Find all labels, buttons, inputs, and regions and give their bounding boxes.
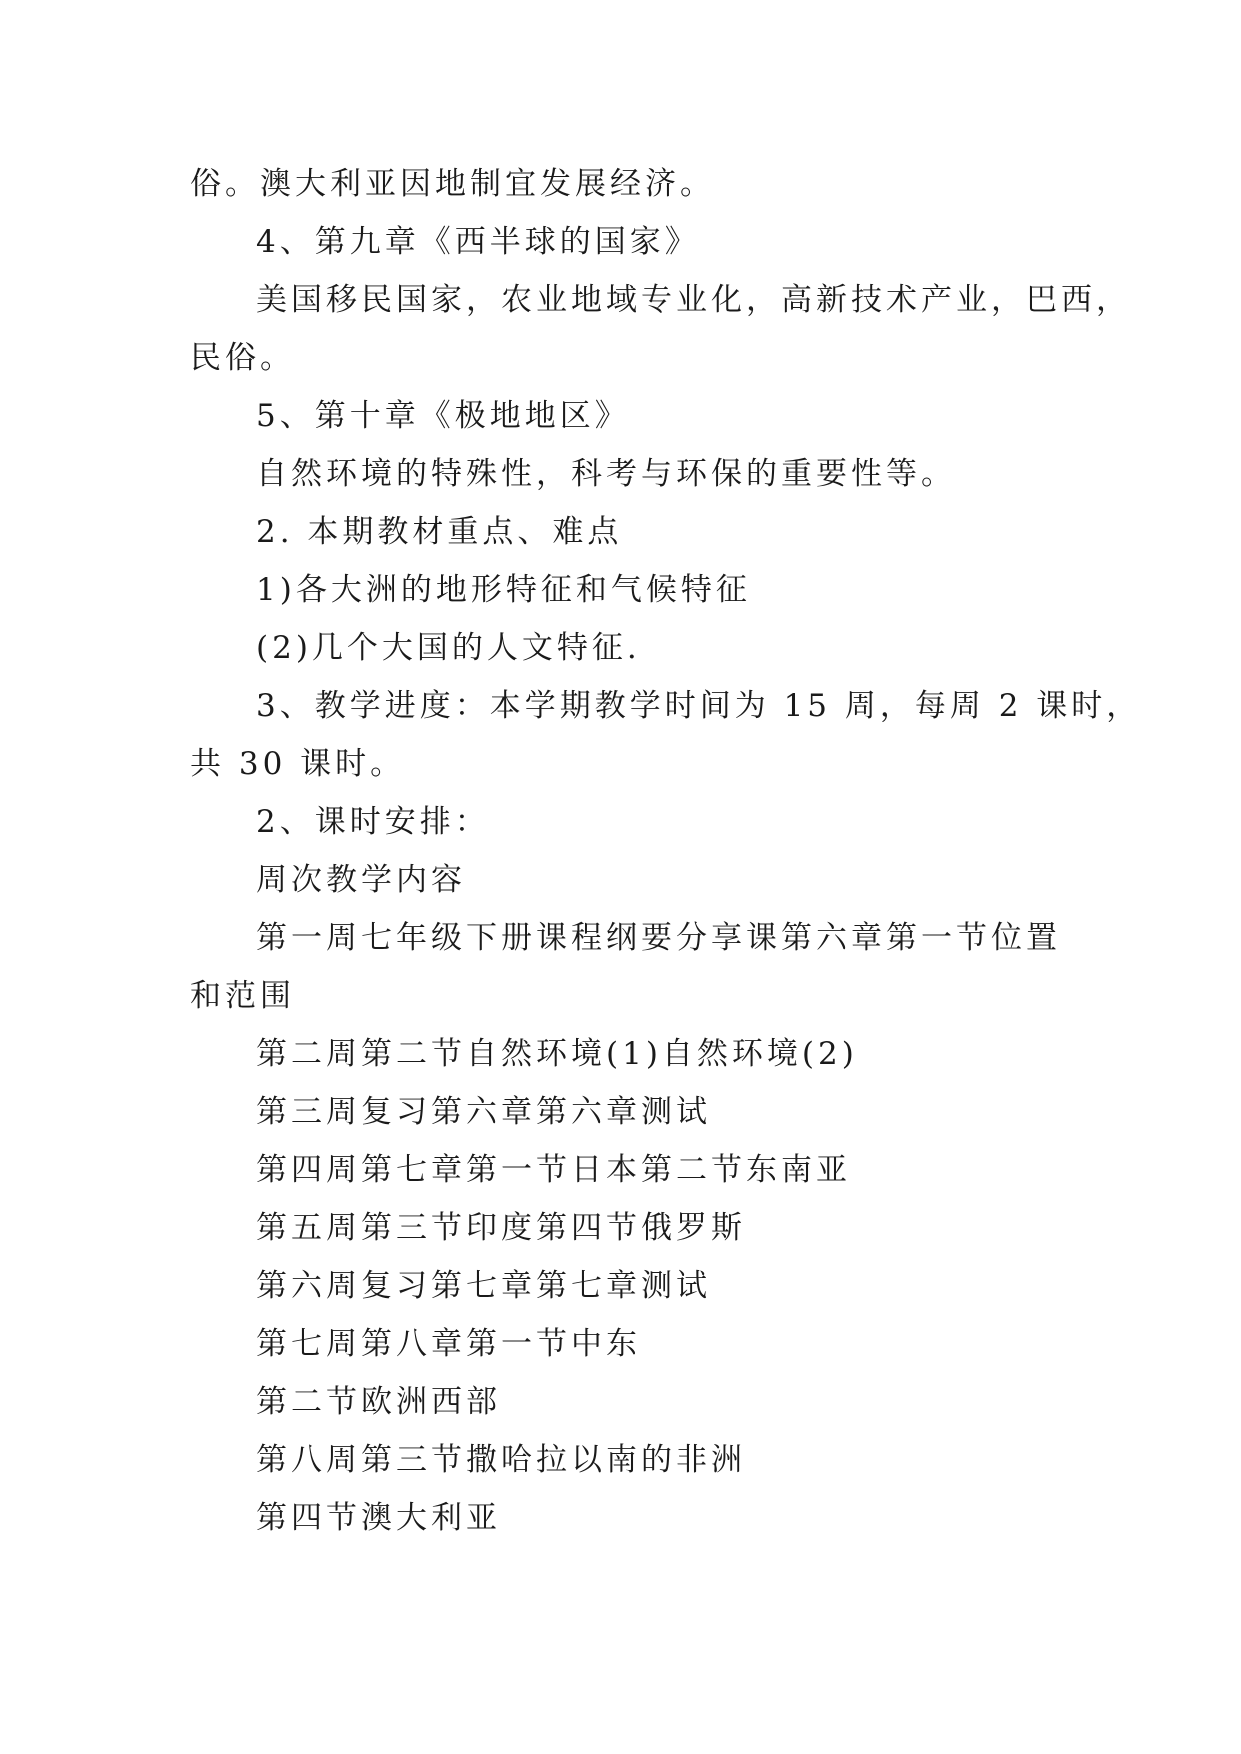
schedule-week-7: 第七周第八章第一节中东 (256, 1326, 641, 1362)
schedule-week-1-cont: 和范围 (190, 978, 295, 1014)
schedule-week-6: 第六周复习第七章第七章测试 (256, 1268, 711, 1304)
key-points-heading: 2. 本期教材重点、难点 (256, 514, 623, 550)
schedule-week-8-cont: 第四节澳大利亚 (256, 1500, 501, 1536)
chapter-10-content: 自然环境的特殊性，科考与环保的重要性等。 (256, 456, 956, 492)
schedule-week-8: 第八周第三节撒哈拉以南的非洲 (256, 1442, 746, 1478)
schedule-week-5: 第五周第三节印度第四节俄罗斯 (256, 1210, 746, 1246)
schedule-week-3: 第三周复习第六章第六章测试 (256, 1094, 711, 1130)
key-point-2: (2)几个大国的人文特征. (256, 630, 641, 666)
schedule-week-1: 第一周七年级下册课程纲要分享课第六章第一节位置 (256, 920, 1061, 956)
schedule-week-7-cont: 第二节欧洲西部 (256, 1384, 501, 1420)
chapter-9-heading: 4、第九章《西半球的国家》 (256, 224, 700, 260)
lesson-arrangement-heading: 2、课时安排： (256, 804, 490, 840)
chapter-10-heading: 5、第十章《极地地区》 (256, 398, 630, 434)
chapter-9-content: 美国移民国家，农业地域专业化，高新技术产业，巴西， (256, 282, 1131, 318)
schedule-week-4: 第四周第七章第一节日本第二节东南亚 (256, 1152, 851, 1188)
chapter-9-content-cont: 民俗。 (190, 340, 295, 376)
teaching-schedule-cont: 共 30 课时。 (190, 746, 406, 782)
schedule-week-2: 第二周第二节自然环境(1)自然环境(2) (256, 1036, 858, 1072)
schedule-column-header: 周次教学内容 (256, 862, 466, 898)
teaching-schedule: 3、教学进度：本学期教学时间为 15 周，每周 2 课时， (256, 688, 1142, 724)
text-line-continuation: 俗。澳大利亚因地制宜发展经济。 (190, 166, 715, 202)
key-point-1: 1)各大洲的地形特征和气候特征 (256, 572, 751, 608)
